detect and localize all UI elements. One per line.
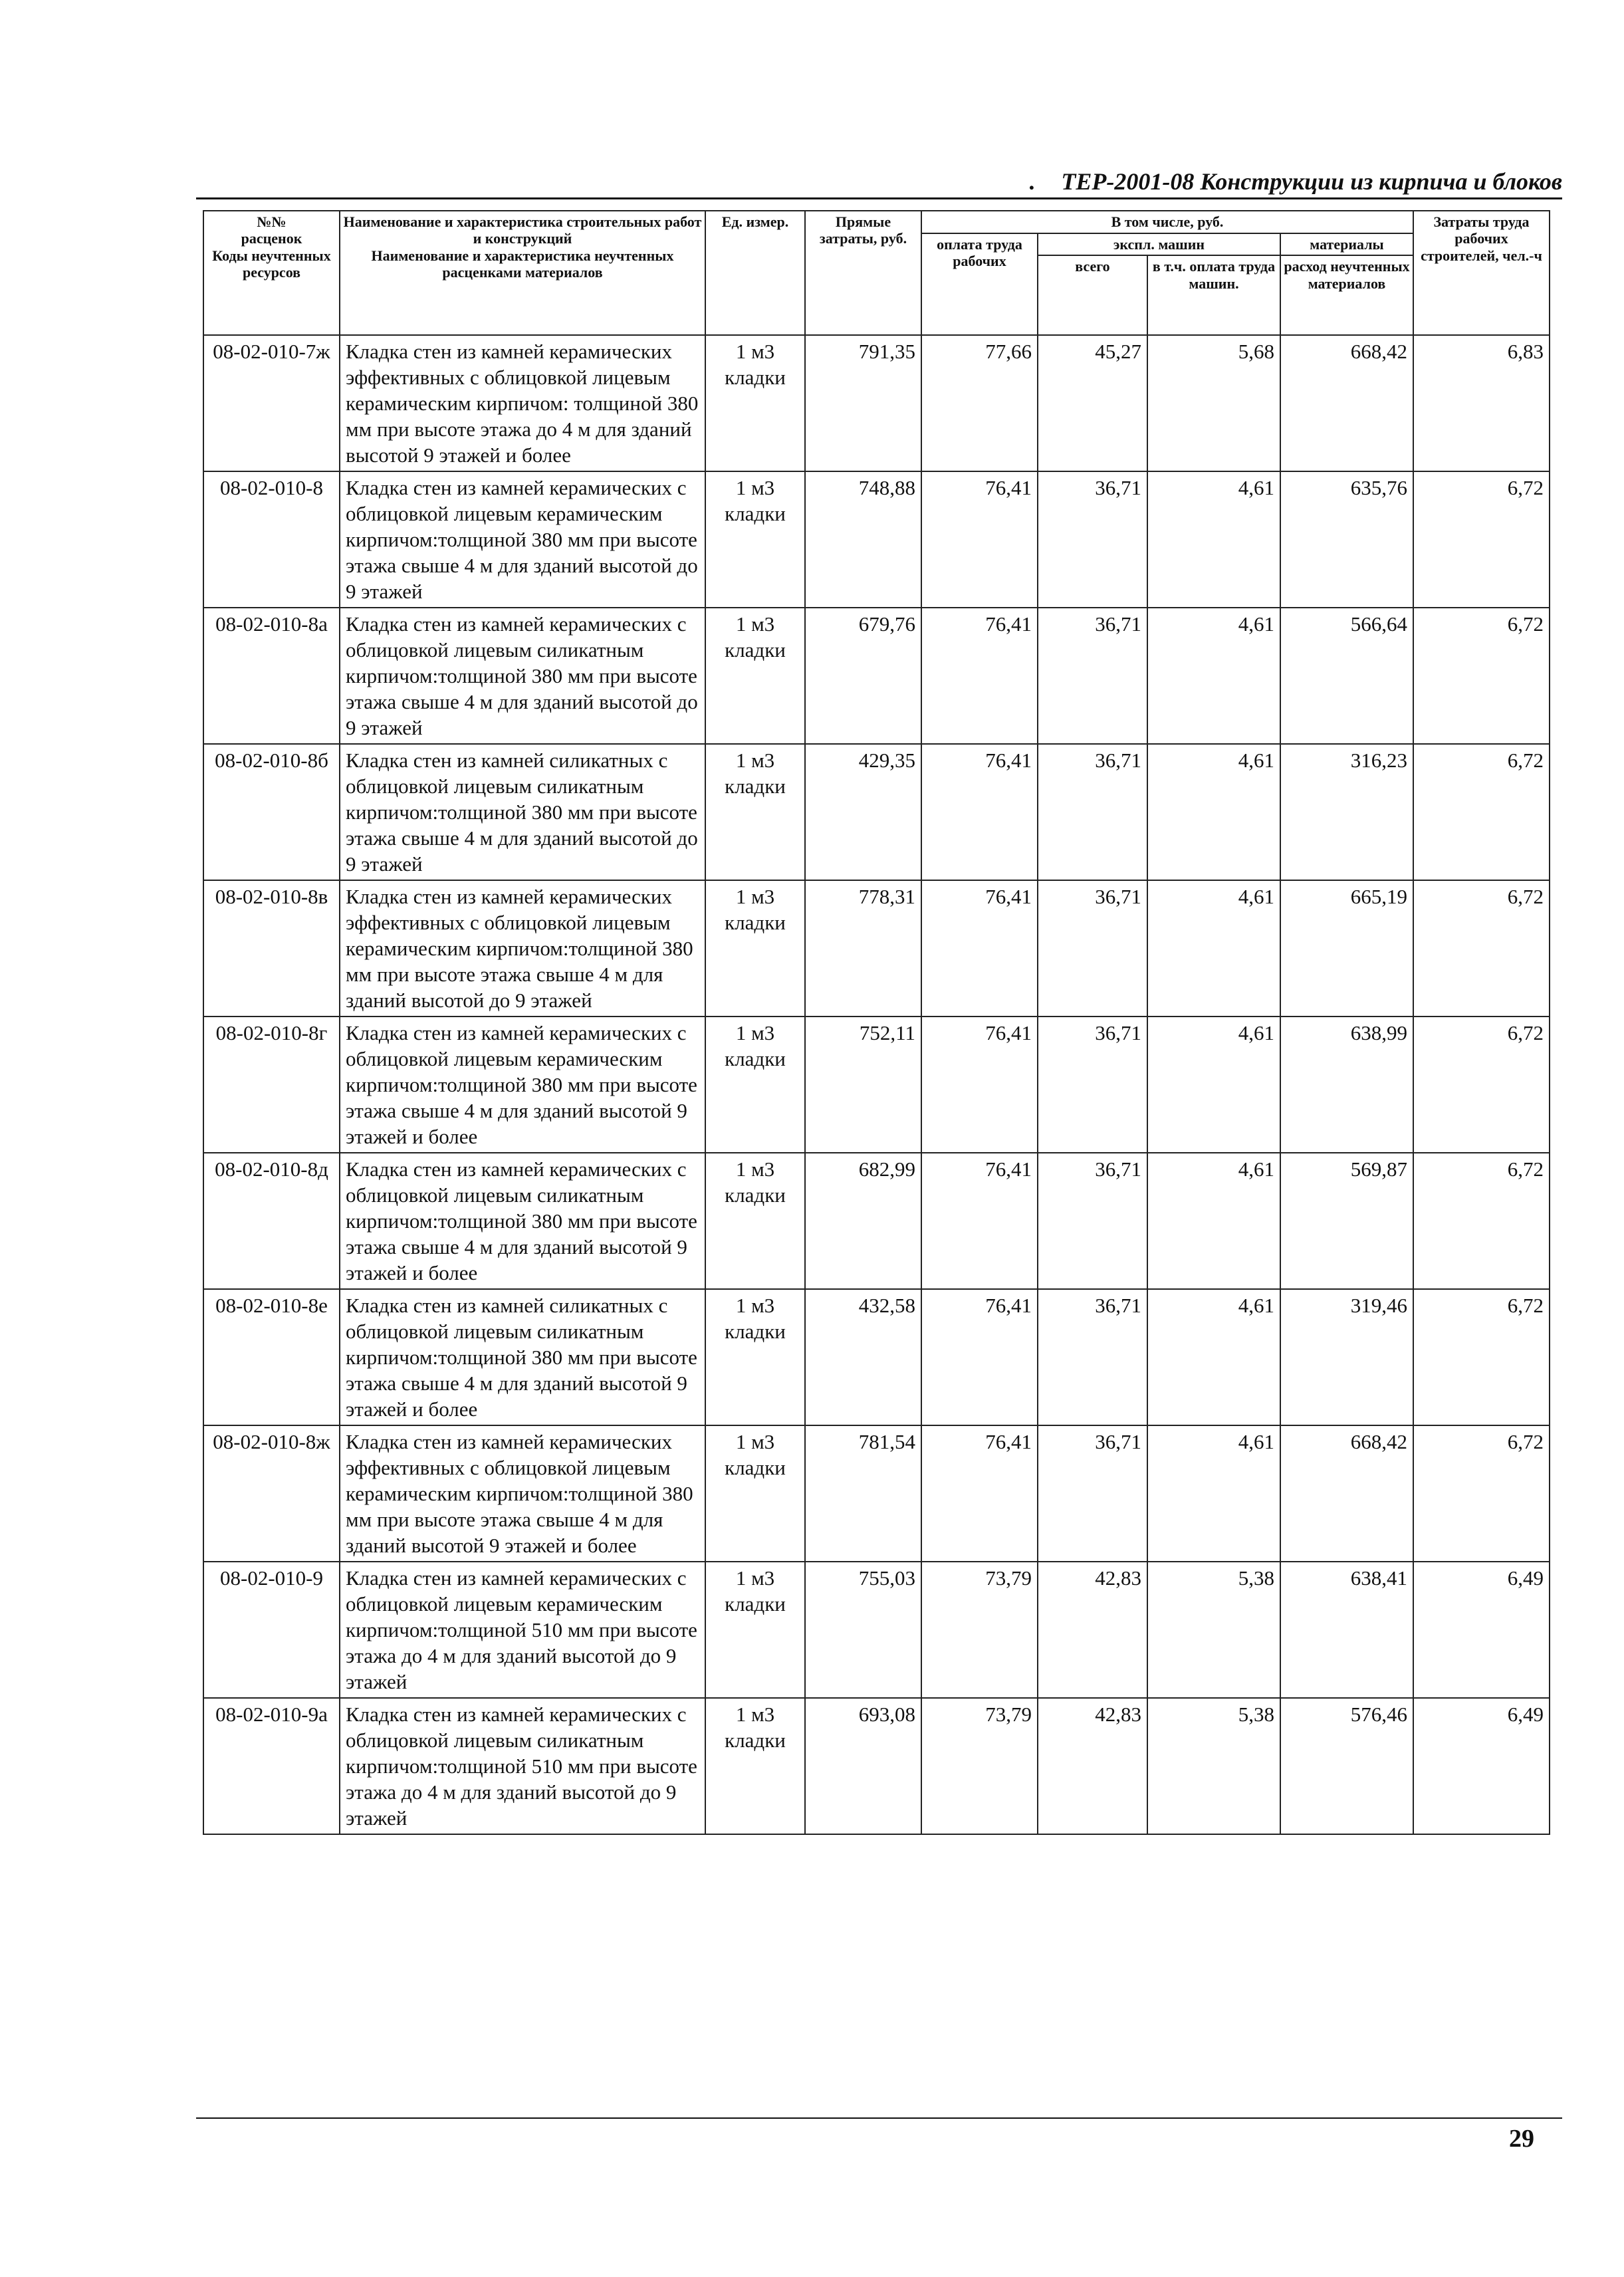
unit-cell: 1 м3 кладки (705, 880, 805, 1017)
header-work-name (340, 211, 705, 335)
work-description-cell: Кладка стен из камней керамических с облицовкой лицевым керамическим кирпичом:толщиной 380 мм при высоте этажа свыше 4 м для зданий высотой 9 этажей и более (340, 1017, 705, 1153)
direct-costs-cell: 693,08 (805, 1698, 921, 1834)
machine-labor-cell: 4,61 (1147, 1289, 1280, 1425)
labor-pay-cell: 77,66 (921, 335, 1038, 471)
table-row (203, 471, 1550, 608)
header-machine-total: всего (1038, 255, 1147, 335)
materials-cell: 638,99 (1280, 1017, 1413, 1153)
machine-labor-cell: 4,61 (1147, 1017, 1280, 1153)
labor-pay-cell: 76,41 (921, 1153, 1038, 1289)
rate-code-cell: 08-02-010-8 (203, 471, 340, 608)
machine-total-cell: 45,27 (1038, 335, 1147, 471)
unit-cell: 1 м3 кладки (705, 335, 805, 471)
header-machine-operation: экспл. машин (1038, 233, 1280, 255)
labor-pay-cell: 76,41 (921, 1425, 1038, 1562)
table-row (203, 1698, 1550, 1834)
labor-pay-cell: 76,41 (921, 880, 1038, 1017)
header-resource-codes: Коды неучтенных ресурсов (212, 247, 331, 281)
header-direct-costs: Прямые затраты, руб. (805, 211, 921, 335)
direct-costs-cell: 778,31 (805, 880, 921, 1017)
materials-cell: 668,42 (1280, 1425, 1413, 1562)
direct-costs-cell: 791,35 (805, 335, 921, 471)
work-description-cell: Кладка стен из камней керамических с облицовкой лицевым силикатным кирпичом:толщиной 380 мм при высоте этажа свыше 4 м для зданий высотой 9 этажей и более (340, 1153, 705, 1289)
header-rate-number-line1: №№ (257, 213, 287, 230)
materials-cell: 635,76 (1280, 471, 1413, 608)
labor-pay-cell: 73,79 (921, 1698, 1038, 1834)
machine-total-cell: 36,71 (1038, 1153, 1147, 1289)
header-labor-hours: Затраты труда рабочих строителей, чел.-ч (1413, 211, 1550, 335)
materials-cell: 576,46 (1280, 1698, 1413, 1834)
materials-cell: 668,42 (1280, 335, 1413, 471)
work-description-cell: Кладка стен из камней керамических эффективных с облицовкой лицевым керамическим кирпичом:толщиной 380 мм при высоте этажа свыше 4 м для зданий высотой 9 этажей и более (340, 1425, 705, 1562)
document-title: ТЕР-2001-08 Конструкции из кирпича и блоков (1061, 168, 1562, 195)
machine-labor-cell: 4,61 (1147, 880, 1280, 1017)
table-row (203, 1562, 1550, 1698)
work-description-cell: Кладка стен из камней керамических с облицовкой лицевым керамическим кирпичом:толщиной 510 мм при высоте этажа до 4 м для зданий высотой до 9 этажей (340, 1562, 705, 1698)
table-row (203, 1017, 1550, 1153)
machine-total-cell: 36,71 (1038, 744, 1147, 880)
work-description-cell: Кладка стен из камней керамических с облицовкой лицевым керамическим кирпичом:толщиной 380 мм при высоте этажа свыше 4 м для зданий высотой до 9 этажей (340, 471, 705, 608)
labor-hours-cell: 6,72 (1413, 880, 1550, 1017)
labor-hours-cell: 6,72 (1413, 608, 1550, 744)
rate-code-cell: 08-02-010-8б (203, 744, 340, 880)
machine-labor-cell: 4,61 (1147, 1425, 1280, 1562)
rate-code-cell: 08-02-010-9 (203, 1562, 340, 1698)
direct-costs-cell: 755,03 (805, 1562, 921, 1698)
footer-rule (196, 2117, 1562, 2119)
header-dot: . (1028, 168, 1035, 195)
page-header (196, 168, 1562, 195)
labor-hours-cell: 6,72 (1413, 1153, 1550, 1289)
direct-costs-cell: 748,88 (805, 471, 921, 608)
rate-code-cell: 08-02-010-8г (203, 1017, 340, 1153)
header-materials: материалы (1280, 233, 1413, 255)
machine-total-cell: 36,71 (1038, 1017, 1147, 1153)
header-including-group: В том числе, руб. (921, 211, 1413, 233)
labor-pay-cell: 76,41 (921, 1289, 1038, 1425)
labor-pay-cell: 76,41 (921, 744, 1038, 880)
labor-hours-cell: 6,72 (1413, 471, 1550, 608)
table-row (203, 744, 1550, 880)
machine-total-cell: 42,83 (1038, 1698, 1147, 1834)
machine-total-cell: 36,71 (1038, 1425, 1147, 1562)
machine-labor-cell: 4,61 (1147, 471, 1280, 608)
materials-cell: 566,64 (1280, 608, 1413, 744)
materials-cell: 316,23 (1280, 744, 1413, 880)
materials-cell: 319,46 (1280, 1289, 1413, 1425)
header-unit: Ед. измер. (705, 211, 805, 335)
labor-hours-cell: 6,49 (1413, 1562, 1550, 1698)
machine-total-cell: 36,71 (1038, 1289, 1147, 1425)
table-row (203, 1289, 1550, 1425)
direct-costs-cell: 781,54 (805, 1425, 921, 1562)
work-description-cell: Кладка стен из камней керамических эффективных с облицовкой лицевым керамическим кирпичом:толщиной 380 мм при высоте этажа свыше 4 м для зданий высотой до 9 этажей (340, 880, 705, 1017)
labor-hours-cell: 6,72 (1413, 744, 1550, 880)
unit-cell: 1 м3 кладки (705, 1017, 805, 1153)
header-labor-pay: оплата труда рабочих (921, 233, 1038, 335)
unit-cell: 1 м3 кладки (705, 1425, 805, 1562)
work-description-cell: Кладка стен из камней силикатных с облицовкой лицевым силикатным кирпичом:толщиной 380 мм при высоте этажа свыше 4 м для зданий высотой до 9 этажей (340, 744, 705, 880)
labor-hours-cell: 6,83 (1413, 335, 1550, 471)
machine-labor-cell: 5,38 (1147, 1562, 1280, 1698)
table-row (203, 880, 1550, 1017)
table-header (203, 211, 1550, 335)
rate-code-cell: 08-02-010-9а (203, 1698, 340, 1834)
labor-pay-cell: 76,41 (921, 471, 1038, 608)
table-row (203, 335, 1550, 471)
labor-hours-cell: 6,72 (1413, 1425, 1550, 1562)
table-row (203, 1153, 1550, 1289)
header-machine-labor: в т.ч. оплата труда машин. (1147, 255, 1280, 335)
machine-labor-cell: 4,61 (1147, 1153, 1280, 1289)
labor-pay-cell: 76,41 (921, 1017, 1038, 1153)
direct-costs-cell: 752,11 (805, 1017, 921, 1153)
header-rate-number (203, 211, 340, 335)
direct-costs-cell: 679,76 (805, 608, 921, 744)
machine-total-cell: 42,83 (1038, 1562, 1147, 1698)
work-description-cell: Кладка стен из камней керамических эффективных с облицовкой лицевым керамическим кирпичом: толщиной 380 мм при высоте этажа до 4 м для зданий высотой 9 этажей и более (340, 335, 705, 471)
unit-cell: 1 м3 кладки (705, 1153, 805, 1289)
rate-code-cell: 08-02-010-8а (203, 608, 340, 744)
machine-total-cell: 36,71 (1038, 880, 1147, 1017)
machine-labor-cell: 4,61 (1147, 744, 1280, 880)
machine-labor-cell: 5,38 (1147, 1698, 1280, 1834)
direct-costs-cell: 682,99 (805, 1153, 921, 1289)
unit-cell: 1 м3 кладки (705, 471, 805, 608)
machine-total-cell: 36,71 (1038, 471, 1147, 608)
labor-hours-cell: 6,72 (1413, 1017, 1550, 1153)
table-row (203, 608, 1550, 744)
work-description-cell: Кладка стен из камней керамических с облицовкой лицевым силикатным кирпичом:толщиной 380 мм при высоте этажа свыше 4 м для зданий высотой до 9 этажей (340, 608, 705, 744)
materials-cell: 665,19 (1280, 880, 1413, 1017)
rate-code-cell: 08-02-010-7ж (203, 335, 340, 471)
labor-hours-cell: 6,49 (1413, 1698, 1550, 1834)
header-work-name-line1: Наименование и характеристика строительных работ и конструкций (343, 213, 702, 247)
machine-labor-cell: 5,68 (1147, 335, 1280, 471)
machine-total-cell: 36,71 (1038, 608, 1147, 744)
work-description-cell: Кладка стен из камней силикатных с облицовкой лицевым силикатным кирпичом:толщиной 380 мм при высоте этажа свыше 4 м для зданий высотой 9 этажей и более (340, 1289, 705, 1425)
labor-pay-cell: 73,79 (921, 1562, 1038, 1698)
rates-table (203, 210, 1550, 1835)
materials-cell: 638,41 (1280, 1562, 1413, 1698)
table-row (203, 1425, 1550, 1562)
rate-code-cell: 08-02-010-8ж (203, 1425, 340, 1562)
direct-costs-cell: 432,58 (805, 1289, 921, 1425)
header-work-name-line2: Наименование и характеристика неучтенных расценками материалов (371, 247, 674, 281)
materials-cell: 569,87 (1280, 1153, 1413, 1289)
rate-code-cell: 08-02-010-8д (203, 1153, 340, 1289)
work-description-cell: Кладка стен из камней керамических с облицовкой лицевым силикатным кирпичом:толщиной 510 мм при высоте этажа до 4 м для зданий высотой до 9 этажей (340, 1698, 705, 1834)
unit-cell: 1 м3 кладки (705, 1698, 805, 1834)
unit-cell: 1 м3 кладки (705, 1562, 805, 1698)
labor-hours-cell: 6,72 (1413, 1289, 1550, 1425)
unit-cell: 1 м3 кладки (705, 608, 805, 744)
unit-cell: 1 м3 кладки (705, 1289, 805, 1425)
unit-cell: 1 м3 кладки (705, 744, 805, 880)
labor-pay-cell: 76,41 (921, 608, 1038, 744)
header-materials-consumption: расход неучтенных материалов (1280, 255, 1413, 335)
rate-code-cell: 08-02-010-8е (203, 1289, 340, 1425)
direct-costs-cell: 429,35 (805, 744, 921, 880)
machine-labor-cell: 4,61 (1147, 608, 1280, 744)
table-body (203, 335, 1550, 1834)
header-rule (196, 197, 1562, 199)
header-rate-number-line2: расценок (241, 230, 302, 247)
rate-code-cell: 08-02-010-8в (203, 880, 340, 1017)
page-number: 29 (1509, 2125, 1534, 2153)
